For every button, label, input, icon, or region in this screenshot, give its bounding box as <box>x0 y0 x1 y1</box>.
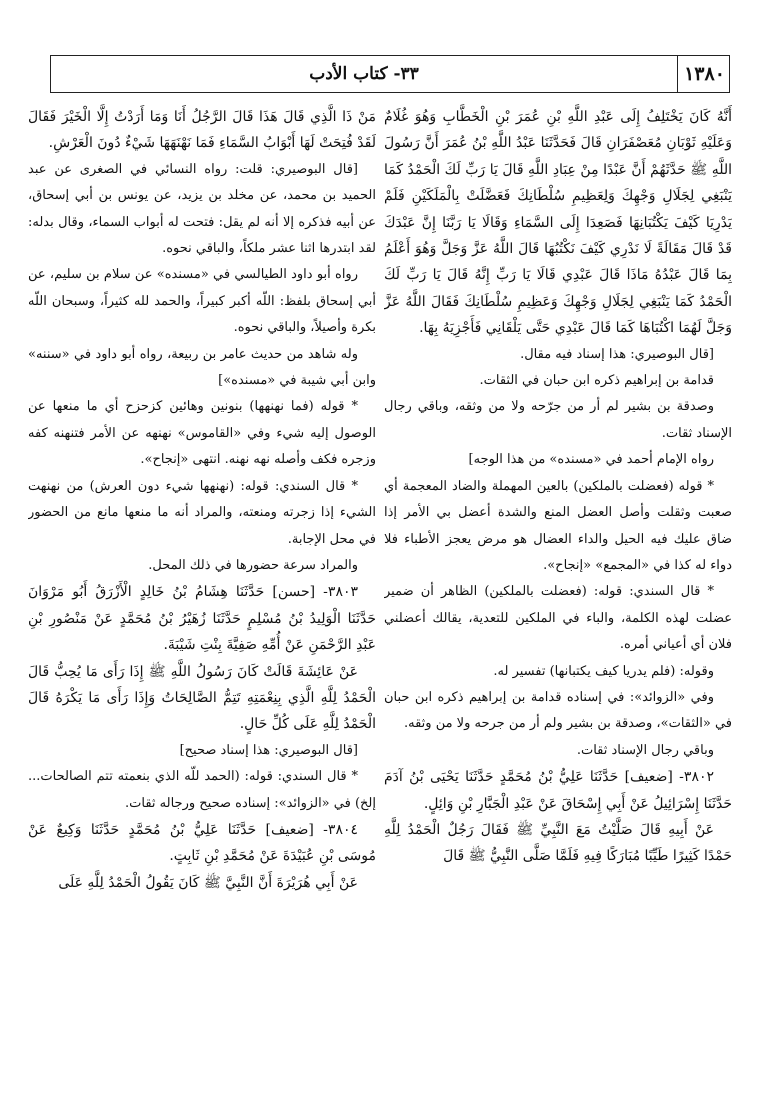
busiri-note: [قال البوصيري: قلت: رواه النسائي في الصغرى عن عبد الحميد بن محمد، عن مخلد بن يزيد، عن يونس بن أبي إسحاق، عن أبيه فذكره إلا أنه لم يقل: فتحت له أبواب السماء، وقال بدله: لقد ابتدرها اثنا عشر ملكاً، والباقي نحوه. <box>28 161 376 257</box>
commentary-sindi: * قال السندي: قوله: (فعضلت بالملكين) الظاهر أن ضمير عضلت لهذه الكلمة، والباء في الملكين للتعدية، يقالك أعضلني فلان أي أعياني أمره. <box>384 584 732 653</box>
commentary-sindi: * قال السندي: قوله: (الحمد للّه الذي بنعمته تتم الصالحات... إلخ) في «الزوائد»: إسناده صحيح ورجاله ثقات. <box>28 769 376 811</box>
commentary-injah: * قوله (فما نهنهها) بنونين وهائين كزحزح أي ما منعها عن الوصول إليه شيء وفي «القاموس» نهنهه عن الأمر فتنهنه كفه وزجره فكف وأصله نهه نهنه. انتهى «إنجاح». <box>28 399 376 468</box>
hadith-text: عَنْ أَبِي هُرَيْرَةَ أَنَّ النَّبِيَّ ﷺ كَانَ يَقُولُ الْحَمْدُ لِلَّهِ عَلَى <box>58 874 358 891</box>
busiri-note: [قال البوصيري: هذا إسناد صحيح] <box>179 742 358 758</box>
hadith-isnad: ٣٨٠٢- [ضعيف] حَدَّثَنَا عَلِيُّ بْنُ مُحَمَّدٍ حَدَّثَنَا يَحْيَى بْنُ آدَمَ حَدَّثَنَا إِسْرَائِيلُ عَنْ أَبِي إِسْحَاقَ عَنْ عَبْدِ الْجَبَّارِ بْنِ وَائِلٍ. <box>384 769 732 812</box>
source-note: رواه الإمام أحمد في «مسنده» من هذا الوجه] <box>468 452 714 468</box>
page-number: ١٣٨٠ <box>677 56 731 92</box>
commentary-sindi: * قال السندي: قوله: (نهنهها شيء دون العرش) من نهنهت الشيء إذا زجرته ومنعته، والمراد أنه ما منعها مانع من الحضور في محل الإجابة. <box>28 478 376 547</box>
commentary-note: وقوله: (فلم يدريا كيف يكتبانها) تفسير له. <box>493 663 714 679</box>
source-note: رواه أبو داود الطيالسي في «مسنده» عن سلام بن سليم، عن أبي إسحاق بلفظ: اللّه أكبر كبيراً، والحمد لله كثيراً، وسبحان اللّه بكرة وأصيلاً، والباقي نحوه. <box>28 267 376 336</box>
hadith-text: أَنَّهُ كَانَ يَخْتَلِفُ إِلَى عَبْدِ اللَّهِ بْنِ عُمَرَ بْنِ الْخَطَّابِ وَهُوَ غُلَامٌ وَعَلَيْهِ ثَوْبَانِ مُعَصْفَرَانِ قَالَ فَحَدَّثَنَا عَبْدُ اللَّهِ بْنُ عُمَرَ أَنَّ رَسُولَ اللَّهِ ﷺ حَدَّثَهُمْ أَنَّ عَبْدًا مِنْ عِبَادِ اللَّهِ قَالَ يَا رَبِّ لَكَ الْحَمْدُ كَمَا يَنْبَغِي لِجَلَالِ وَجْهِكَ وَلِعَظِيمِ سُلْطَانِكَ فَعَضَّلَتْ بِالْمَلَكَيْنِ فَلَمْ يَدْرِيَا كَيْفَ يَكْتُبَانِهَا فَصَعِدَا إِلَى السَّمَاءِ وَقَالَا يَا رَبَّنَا إِنَّ عَبْدَكَ قَدْ قَالَ مَقَالَةً لَا نَدْرِي كَيْفَ نَكْتُبُهَا قَالَ اللَّهُ عَزَّ وَجَلَّ وَهُوَ أَعْلَمُ بِمَا قَالَ عَبْدُهُ مَاذَا قَالَ عَبْدِي قَالَا يَا رَبِّ إِنَّهُ قَالَ يَا رَبِّ لَكَ الْحَمْدُ كَمَا يَنْبَغِي لِجَلَالِ وَجْهِكَ وَعَظِيمِ سُلْطَانِكَ فَقَالَ اللَّهُ عَزَّ وَجَلَّ لَهُمَا اكْتُبَاهَا كَمَا قَالَ عَبْدِي حَتَّى يَلْقَانِي فَأَجْزِيَهُ بِهَا. <box>384 109 732 337</box>
hadith-text: عَنْ أَبِيهِ قَالَ صَلَّيْتُ مَعَ النَّبِيِّ ﷺ فَقَالَ رَجُلٌ الْحَمْدُ لِلَّهِ حَمْدًا كَثِيرًا طَيِّبًا مُبَارَكًا فِيهِ فَلَمَّا صَلَّى النَّبِيُّ ﷺ قَالَ <box>384 821 732 865</box>
commentary-injah: * قوله (فعضلت بالملكين) بالعين المهملة والضاد المعجمة أي صعبت وثقلت وأصل العضل المنع والشدة أعضل بي الأمر إذا ضاق عليك فيه الحيل والداء العضال هو مرض يعجز الأطباء فلا دواء له كذا في «المجمع» «إنجاح». <box>384 478 732 573</box>
hadith-isnad: ٣٨٠٤- [ضعيف] حَدَّثَنَا عَلِيُّ بْنُ مُحَمَّدٍ حَدَّثَنَا وَكِيعٌ عَنْ مُوسَى بْنِ عُبَيْدَةَ عَنْ مُحَمَّدِ بْنِ ثَابِتٍ. <box>28 821 376 865</box>
busiri-note: [قال البوصيري: هذا إسناد فيه مقال. <box>520 346 714 362</box>
hadith-text: مَنْ ذَا الَّذِي قَالَ هَذَا قَالَ الرَّجُلُ أَنَا وَمَا أَرَدْتُ إِلَّا الْخَيْرَ فَقَالَ لَقَدْ فُتِحَتْ لَهَا أَبْوَابُ السَّمَاءِ فَمَا نَهْنَهَهَا شَيْءٌ دُونَ الْعَرْشِ. <box>28 109 376 152</box>
book-title: ٣٣- كتاب الأدب <box>309 64 419 84</box>
page-header <box>50 55 730 93</box>
left-column <box>28 104 376 1094</box>
zawaid-note: وباقي رجال الإسناد ثقات. <box>576 742 714 758</box>
narrator-note: قدامة بن إبراهيم ذكره ابن حبان في الثقات. <box>479 373 714 389</box>
hadith-isnad: ٣٨٠٣- [حسن] حَدَّثَنَا هِشَامُ بْنُ خَالِدٍ الْأَزْرَقُ أَبُو مَرْوَانَ حَدَّثَنَا الْوَلِيدُ بْنُ مُسْلِمٍ حَدَّثَنَا زُهَيْرُ بْنُ مُحَمَّدٍ عَنْ مَنْصُورِ بْنِ عَبْدِ الرَّحْمَنِ عَنْ أُمِّهِ صَفِيَّةَ بِنْتِ شَيْبَةَ. <box>28 584 376 654</box>
source-note: وله شاهد من حديث عامر بن ربيعة، رواه أبو داود في «سننه» وابن أبي شيبة في «مسنده»] <box>28 346 376 389</box>
right-column <box>384 104 732 1094</box>
commentary-note: والمراد سرعة حضورها في ذلك المحل. <box>148 557 358 573</box>
narrator-note: وصدقة بن بشير لم أر من جرّحه ولا من وثقه، وباقي رجال الإسناد ثقات. <box>384 399 732 441</box>
zawaid-note: وفي «الزوائد»: في إسناده قدامة بن إبراهيم ذكره ابن حبان في «الثقات»، وصدقة بن بشير ولم أر من جرحه ولا من وثقه. <box>384 689 732 732</box>
hadith-text: عَنْ عَائِشَةَ قَالَتْ كَانَ رَسُولُ اللَّهِ ﷺ إِذَا رَأَى مَا يُحِبُّ قَالَ الْحَمْدُ لِلَّهِ الَّذِي بِنِعْمَتِهِ تَتِمُّ الصَّالِحَاتُ وَإِذَا رَأَى مَا يَكْرَهُ قَالَ الْحَمْدُ لِلَّهِ عَلَى كُلِّ حَالٍ. <box>28 663 376 733</box>
